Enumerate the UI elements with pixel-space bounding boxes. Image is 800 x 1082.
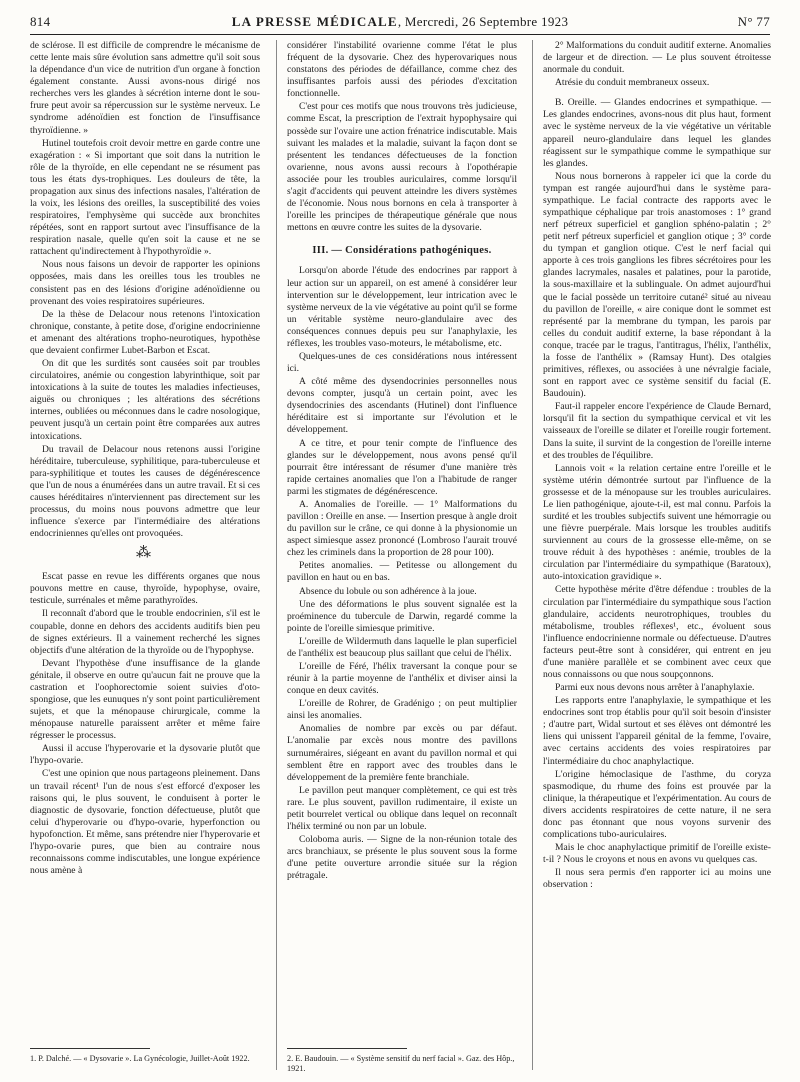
paragraph: On dit que les surdités sont causées soit par troubles circulatoires, anémie ou congestion labyrinthique, soit par intoxications à la suite de toutes les maladies infectieuses, aiguës ou chroniques ; les altérations des sécrétions internes, oubliées ou méconnues dans le cadre nosologique, peuvent jusqu'à un certain point être comparées aux autres intoxications. [30, 358, 260, 442]
issue-date: Mercredi, 26 Septembre 1923 [404, 14, 569, 29]
paragraph: De la thèse de Delacour nous retenons l'intoxication chronique, constante, à petite dose, d'origine endocrinienne et amenant des altérations tropho-neurotiques, hypothèse que devaient confirmer Lubet-Barbon et Escat. [30, 308, 260, 356]
page-number: 814 [30, 14, 51, 29]
paragraph: Le pavillon peut manquer complètement, ce qui est très rare. Le plus souvent, pavillon rudimentaire, il existe un petit bourrelet vertical ou oblique dans lequel on reconnaît l'hélix terminé ou non par un lobule. [287, 784, 517, 832]
column-1 [30, 40, 260, 1040]
paragraph: Lannois voit « la relation certaine entre l'oreille et le système utérin démontrée surtout par l'influence de la grossesse et de la ménopause sur les troubles auriculaires. Le lien pathogénique, ajoute-t-il, est mal connu. Parfois la surdité et les troubles subjectifs suivent une hémorragie ou une fièvre puerpérale. Mais lorsque les troubles auditifs surviennent au cours de la grossesse elle-même, on se trouve réduit à des hypothèses : anémie, troubles de la circulation par l'intermédiaire du sympathique (Baratoux), auto-intoxication gravidique ». [543, 462, 771, 583]
paragraph: Parmi eux nous devons nous arrêter à l'anaphylaxie. [555, 682, 755, 694]
paragraph: Nous nous bornerons à rappeler ici que la corde du tympan est rangée aujourd'hui dans le système para-sympathique. Le facial contracte des rapports avec le sympathique céphalique par trois anastomoses : 1° grand nerf pétreux superficiel et ganglion sphéno-palatin ; 2° petit nerf pétreux superficiel et ganglion otique ; 3° corde du tympan et ganglion otique. C'est le nerf facial qui apporte à ces trois ganglions les fibres sécrétoires pour les glandes lacrymales, nasales et palatines, pour la parotide, la sous-maxillaire et la sublinguale. On admet aujourd'hui que le facial possède un territoire cutané² situé au niveau du pavillon de l'oreille, « aire conique dont le sommet est représenté par la membrane du tympan, les parois par celles du conduit auditif externe, la base répondant à la conque, tracée par le tragus, l'antitragus, l'hélix, l'anthélix, la fosse de l'anthélix » (Ramsay Hunt). Des otalgies primitives, réflexes, ou associées à une névralgie faciale, sont en rapport avec ce système sensitif du facial (E. Baudouin). [543, 170, 771, 400]
paragraph: Absence du lobule ou son adhérence à la joue. [299, 585, 477, 597]
column-2 [287, 40, 517, 1040]
paragraph: Cette hypothèse mérite d'être défendue : troubles de la circulation par l'intermédiaire du sympathique sous l'action glandulaire, accidents neurotrophiques, troubles du métabolisme, troubles réflexes¹, etc., évoluent sous l'influence endocrinienne normale ou défectueuse. D'autres facteurs peut-être sont à considérer, qui entrent en jeu d'une manière parallèle et se combinent avec ceux que nous connaissons ou que nous soupçonnons. [543, 584, 771, 680]
paragraph: A. Anomalies de l'oreille. — 1° Malformations du pavillon : Oreille en anse. — Insertion presque à angle droit du pavillon sur le crâne, ce qui donne à la physionomie un aspect simiesque assez prononcé (Lombroso l'aurait trouvé chez les criminels dans la proportion de 28 pour 100). [287, 498, 517, 559]
paragraph: Quelques-unes de ces considérations nous intéressent ici. [287, 351, 517, 375]
paragraph: A ce titre, et pour tenir compte de l'influence des glandes sur le développement, nous avons pensé qu'il pourrait être intéressant de résumer d'une manière très rapide certaines anomalies que l'on a l'habitude de ranger parmi les stigmates de dégénérescence. [287, 437, 517, 497]
paragraph: C'est pour ces motifs que nous trouvons très judicieuse, comme Escat, la prescription de l'extrait hypophysaire qui possède sur l'ovaire une action frénatrice indiscutable. Mais suivant les malades et la maladie, suivant la façon dont se présentent les tendances défectueuses de la fonction ovarienne, nous avons aussi recours à l'opothérapie associée pour les troubles auriculaires, comme lorsqu'il s'agit d'accidents qui peuvent atteindre les divers systèmes de l'économie. Nous nous bornons en cela à transporter à l'oreille les principes de thérapeutique générale que nous mettons en œuvre contre les suites de la dysovarie. [287, 101, 517, 234]
paragraph: L'oreille de Rohrer, de Gradénigo ; on peut multiplier ainsi les anomalies. [287, 698, 517, 722]
paragraph: Une des déformations le plus souvent signalée est la proéminence du tubercule de Darwin, regardé comme la pointe de l'oreille simiesque primitive. [287, 598, 517, 634]
paragraph: Atrésie du conduit membraneux osseux. [555, 77, 710, 89]
paragraph: Nous nous faisons un devoir de rapporter les opinions opposées, mais dans les oreilles tous les troubles ne consistent pas en des lésions d'origine adénoïdienne ou provenant des voies respiratoires supérieures. [30, 259, 260, 307]
paragraph: C'est une opinion que nous partageons pleinement. Dans un travail récent¹ l'un de nous s'est efforcé d'exposer les raisons qui, le plus souvent, le conduisent à porter le diagnostic de dysovarie, fonction défectueuse, plutôt que celui d'hyperovarie ou d'hypo-ovarie, hyperfonction ou hypofonction. Et même, sans prétendre nier l'hyperovarie et l'hypo-ovarie pures, que bien au contraire nous reconnaissons comme indiscutables, une longue expérience nous amène à [30, 768, 260, 877]
column-divider [532, 40, 533, 1070]
paragraph: A côté même des dysendocrinies personnelles nous devons compter, jusqu'à un certain point, avec les dysendocrinies des ascendants (Hutinel) dont l'influence héréditaire est si importante sur l'évolution et le développement. [287, 376, 517, 436]
paragraph: Escat passe en revue les différents organes que nous pouvons mettre en cause, thyroïde, hypophyse, ovaire, testicule, surrénales et même parathyroïdes. [30, 571, 260, 607]
footnote-rule [287, 1048, 407, 1049]
paragraph: B. Oreille. — Glandes endocrines et sympathique. — Les glandes endocrines, avons-nous dit plus haut, forment avec le système nerveux de la vie végétative un véritable appareil neuro-glandulaire dans lequel les glandes réagissent sur le sympathique comme le sympathique sur les glandes. [543, 97, 771, 169]
paragraph: Aussi il accuse l'hyperovarie et la dysovarie plutôt que l'hypo-ovarie. [30, 743, 260, 767]
paragraph: Il nous sera permis d'en rapporter ici au moins une observation : [543, 867, 771, 891]
paragraph: L'origine hémoclasique de l'asthme, du coryza spasmodique, du rhume des foins est prouvée par la clinique, la thérapeutique et l'expérimentation. Au cours de divers accidents respiratoires de cette nature, il ne sera donc pas étonnant que nous voyons survenir des complications tubo-auriculaires. [543, 768, 771, 840]
paragraph: Anomalies de nombre par excès ou par défaut. L'anomalie par excès nous montre des pavillons surnuméraires, siégeant en avant du pavillon normal et qui semblent être en rapport avec des troubles dans le développement de la première fente branchiale. [287, 723, 517, 783]
footnote: 1. P. Dalché. — « Dysovarie ». La Gynécologie, Juillet-Août 1922. [30, 1054, 250, 1063]
paragraph: Faut-il rappeler encore l'expérience de Claude Bernard, lorsqu'il fit la section du sympathique cervical et vit les vaisseaux de l'oreille se dilater et l'oreille rougir fortement. Dans la suite, il survint de la congestion de l'oreille interne et des troubles de l'équilibre. [543, 401, 771, 461]
paragraph: 2° Malformations du conduit auditif externe. Anomalies de largeur et de direction. — Le plus souvent étroitesse anormale du conduit. [543, 40, 771, 76]
paragraph: Les rapports entre l'anaphylaxie, le sympathique et les endocrines sont trop établis pour qu'il soit besoin d'insister ; d'autre part, Widal surtout et ses élèves ont démontré les liens qui unissent l'appareil génital de la femme, l'ovaire, avec certains accidents des voies respiratoires par l'intermédiaire du choc anaphylactique. [543, 695, 771, 767]
paragraph: considérer l'instabilité ovarienne comme l'état le plus fréquent de la dysovarie. Chez des hyperovariques nous constatons des périodes de défaillance, comme chez des insuffisantes parfois aussi des périodes d'excitation fonctionnelle. [287, 40, 517, 100]
paragraph: de sclérose. Il est difficile de comprendre le mécanisme de cette lente mais sûre évolution sans admettre qu'il soit sous la dépendance d'un vice de nutrition d'un organe à fonction également constante. Aussi avons-nous dirigé nos recherches vers les glandes à sécrétion interne dont le sou-frure peut avoir sa répercussion sur le système nerveux. Le syndrome adénoïdien est fonction de l'insuffisance thyroïdienne. » [30, 40, 260, 136]
column-divider [276, 40, 277, 1070]
issue-number: N° 77 [737, 14, 770, 29]
column-3 [543, 40, 771, 1040]
paragraph: Devant l'hypothèse d'une insuffisance de la glande génitale, il observe en outre qu'aucun fait ne prouve que la castration et l'oophorectomie soient suivies d'oto-spongiose, que les eunuques n'y sont point particulièrement sujets, et que la ménopause chirurgicale, comme la ménopause naturelle paraissent arrêter et même faire régresser le processus. [30, 657, 260, 742]
section-heading: III. — Considérations pathogéniques. [312, 245, 492, 257]
footnote: 2. E. Baudouin. — « Système sensitif du nerf facial ». Gaz. des Hôp., 1921. [287, 1054, 515, 1074]
paragraph: Coloboma auris. — Signe de la non-réunion totale des arcs branchiaux, se présente le plus souvent sous la forme d'une petite ouverture arrondie située sur la région prétragale. [287, 834, 517, 882]
asterism-separator: ⁂ [136, 545, 154, 562]
paragraph: L'oreille de Wildermuth dans laquelle le plan superficiel de l'anthélix est beaucoup plus saillant que celui de l'hélix. [287, 635, 517, 659]
paragraph: Petites anomalies. — Petitesse ou allongement du pavillon en haut ou en bas. [287, 560, 517, 584]
paragraph: Lorsqu'on aborde l'étude des endocrines par rapport à leur action sur un appareil, on est amené à considérer leur intervention sur le développement, leur intrication avec le système nerveux de la vie végétative au point qu'il se forme un véritable système neuro-glandulaire avec des conséquences connues depuis peu sur l'anaphylaxie, les réflexes, les troubles vaso-moteurs, le métabolisme, etc. [287, 265, 517, 349]
running-header: 814 LA PRESSE MÉDICALE, Mercredi, 26 Septembre 1923 N° 77 [30, 14, 770, 35]
paragraph: Il reconnaît d'abord que le trouble endocrinien, s'il est le coupable, donne en dehors des accidents auditifs bien peu de signes extérieurs. Il a vainement recherché les signes objectifs d'une altération de la thyroïde ou de l'hypophyse. [30, 608, 260, 656]
paragraph: Mais le choc anaphylactique primitif de l'oreille existe-t-il ? Nous le croyons et nous en avons vu quelques cas. [543, 842, 771, 866]
journal-title: LA PRESSE MÉDICALE [231, 14, 398, 29]
footnote-rule [30, 1048, 150, 1049]
paragraph: L'oreille de Féré, l'hélix traversant la conque pour se réunir à la partie moyenne de l'anthélix et diviser ainsi la conque en deux cavités. [287, 660, 517, 697]
paragraph: Du travail de Delacour nous retenons aussi l'origine héréditaire, tuberculeuse, syphilitique, para-tuberculeuse et para-syphilitique et toutes les causes de dégénérescence que l'un de nous a énumérées dans un autre travail. Et si ces causes héréditaires n'interviennent pas directement sur les processus, du moins nous pouvons admettre que leur influence s'exerce par l'intermédiaire des altérations endocriniennes qu'elles ont provoquées. [30, 443, 260, 540]
paragraph: Hutinel toutefois croit devoir mettre en garde contre une exagération : « Si important que soit dans la nutrition le rôle de la thyroïde, en elle cependant ne se résument pas tous les états dys-trophiques. Les douleurs de tête, la propagation aux sinus des infections nasales, l'altération de la voix, les lésions des oreilles, la susceptibilité des voies respiratoires, l'emphysème qui succède aux bronchites répétées, sont en rapport surtout avec l'insuffisance de la respiration nasale, quelle qu'en soit la cause et ne se rattachent qu'indirectement à l'hypothyroïdie ». [30, 137, 260, 258]
